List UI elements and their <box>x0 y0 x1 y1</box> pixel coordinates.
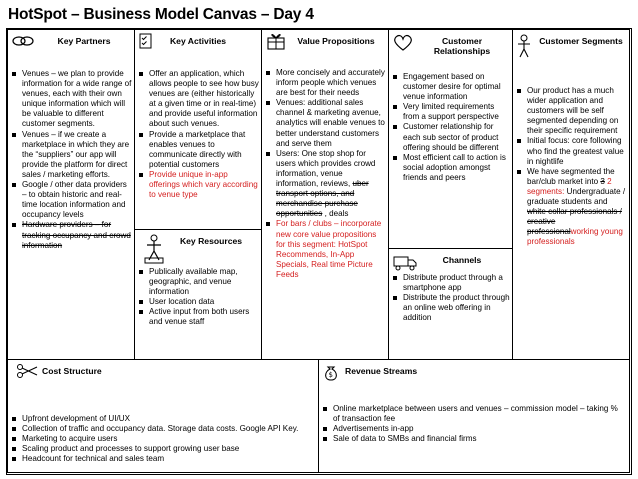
text-run: 2 segments: <box>527 176 612 196</box>
key-resources-section <box>134 229 262 360</box>
customer-relationships-item: Customer relationship for each sub sector of product offering should be different <box>392 122 511 152</box>
key-partners-section <box>7 29 135 360</box>
key-resources-item: User location data <box>138 297 260 307</box>
cost-structure-section <box>7 359 319 473</box>
channels-header: Channels <box>442 255 482 265</box>
channels-item: Distribute the product through an online web offering in addition <box>392 293 511 323</box>
key-activities-section <box>134 29 262 230</box>
cost-structure-item: Upfront development of UI/UX <box>11 414 311 424</box>
customer-relationships-item: Engagement based on customer desire for optimal venue information <box>392 72 511 102</box>
cost-structure-header: Cost Structure <box>42 366 102 376</box>
text-run: We have segmented the bar/club market into <box>527 166 615 186</box>
customer-relationships-list <box>392 72 511 183</box>
text-run: uber transport options, and merchandise purchase opportunities <box>276 179 369 219</box>
worker-icon <box>143 234 165 269</box>
customer-segments-item <box>516 167 628 248</box>
key-partners-item: Google / other data providers – to obtain historic and real-time location information and occupancy levels <box>11 180 133 220</box>
cost-structure-item: Collection of traffic and occupancy data. Storage data costs. Google API Key. <box>11 424 311 434</box>
cost-structure-list <box>11 414 311 464</box>
text-run: working young professionals <box>527 227 623 247</box>
svg-text:$: $ <box>328 371 333 379</box>
cost-structure-item: Scaling product and processes to support growing user base <box>11 444 311 454</box>
customer-relationships-header: Customer Relationships <box>433 36 491 56</box>
text-run: white collar professionals / creative professional <box>527 207 622 237</box>
key-partners-header: Key Partners <box>57 36 111 46</box>
key-partners-item: Venues – we plan to provide information for a wide range of venues, each with their own unique information which will be valuable to different customer segments. <box>11 69 133 130</box>
value-propositions-item: More concisely and accurately inform people which venues are best for their needs <box>265 68 386 98</box>
key-partners-list <box>11 69 133 251</box>
text-run: Users: One stop shop for users which provides crowd information, venue information, reviews, <box>276 148 376 189</box>
revenue-streams-list <box>322 404 622 444</box>
channels-section <box>388 248 513 360</box>
text-run: Undergraduate / graduate students and <box>527 186 626 207</box>
customer-relationships-item: Most efficient call to action is social adoption amongst friends and peers <box>392 153 511 183</box>
value-propositions-header: Value Propositions <box>297 36 375 46</box>
chain-link-icon <box>12 34 34 53</box>
scissors-icon <box>16 364 38 383</box>
key-activities-list <box>138 69 260 200</box>
value-propositions-item <box>265 149 386 220</box>
money-bag-icon <box>323 363 339 386</box>
customer-segments-item: Our product has a much wider application and customers will be self segmented depending on their specific requirement <box>516 86 628 136</box>
value-propositions-item: Venues: additional sales channel & marketing avenue, analytics will enable venues to better understand customers and serve them <box>265 98 386 148</box>
revenue-streams-item: Online marketplace between users and venues – commission model – taking % of transaction fee <box>322 404 622 424</box>
key-partners-item: Venues – if we create a marketplace in which they are the “suppliers” our app will provide the platform for direct sales / marketing efforts. <box>11 130 133 180</box>
business-model-canvas <box>6 28 632 475</box>
revenue-streams-section <box>318 359 630 473</box>
customer-segments-item: Initial focus: core following who find the greatest value in nightlife <box>516 136 628 166</box>
channels-item: Distribute product through a smartphone app <box>392 273 511 293</box>
key-resources-item: Publically available map, geographic, and venue information <box>138 267 260 297</box>
page-title: HotSpot – Business Model Canvas – Day 4 <box>8 6 314 23</box>
gift-icon <box>266 32 286 55</box>
customer-segments-list <box>516 86 628 248</box>
cost-structure-item: Marketing to acquire users <box>11 434 311 444</box>
key-activities-item: Provide a marketplace that enables venues to communicate directly with potential customers <box>138 130 260 170</box>
key-resources-list <box>138 267 260 328</box>
cost-structure-item: Headcount for technical and sales team <box>11 454 311 464</box>
key-partners-item: Hardware providers – for tracking occupancy and crowd information <box>11 220 133 250</box>
customer-segments-section <box>512 29 630 360</box>
revenue-streams-item: Advertisements in-app <box>322 424 622 434</box>
text-run: 3 <box>600 176 605 186</box>
person-icon <box>517 34 531 63</box>
value-propositions-list <box>265 68 386 280</box>
customer-relationships-item: Very limited requirements from a support perspective <box>392 102 511 122</box>
key-activities-item: Provide unique in-app offerings which vary according to venue type <box>138 170 260 200</box>
revenue-streams-item: Sale of data to SMBs and financial firms <box>322 434 622 444</box>
heart-icon <box>393 34 413 57</box>
key-activities-item: Offer an application, which allows people to see how busy venues are (either historically at a given time or in real-time) and provide useful information about such venues. <box>138 69 260 130</box>
text-run: , deals <box>322 209 349 219</box>
key-activities-header: Key Activities <box>169 36 227 46</box>
key-resources-header: Key Resources <box>179 236 243 246</box>
value-propositions-item: For bars / clubs – incorporate new core value propositions for this segment: HotSpot Recommends, In-App Specials, Real time Picture Feeds <box>265 219 386 280</box>
customer-segments-header: Customer Segments <box>539 36 623 46</box>
value-propositions-section <box>261 29 389 360</box>
revenue-streams-header: Revenue Streams <box>345 366 418 376</box>
checklist-icon <box>139 33 153 54</box>
channels-list <box>392 273 511 323</box>
key-resources-item: Active input from both users and venue staff <box>138 307 260 327</box>
customer-relationships-section <box>388 29 513 249</box>
